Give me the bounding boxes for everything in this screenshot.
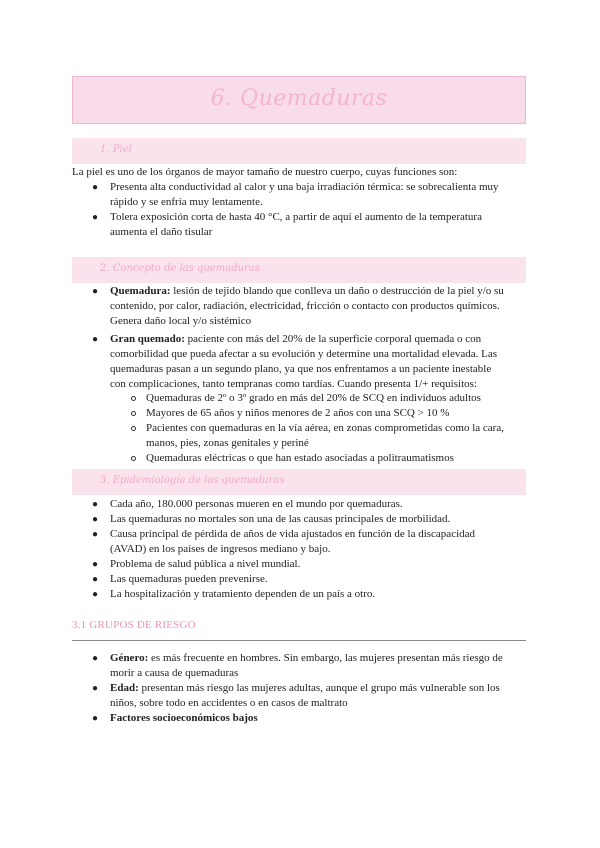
- list-item: Las quemaduras pueden prevenirse.: [110, 573, 268, 585]
- bullet-icon: ●: [92, 529, 99, 540]
- term-factores: Factores socioeconómicos bajos: [110, 712, 258, 724]
- list-item: Cada año, 180.000 personas mueren en el mundo por quemaduras.: [110, 498, 403, 510]
- bullet-icon: ●: [92, 713, 99, 724]
- list-item: Las quemaduras no mortales son una de las causas principales de morbilidad.: [110, 513, 451, 525]
- bullet-icon: ●: [92, 286, 99, 297]
- list-item: Causa principal de pérdida de años de vida ajustados en función de la discapacidad: [110, 528, 476, 540]
- list-item-cont: (AVAD) en los países de ingresos mediano y bajo.: [110, 543, 331, 555]
- subsection-heading: 3.1 GRUPOS DE RIESGO: [72, 619, 196, 631]
- sublist-item: Pacientes con quemaduras en la vía aérea, en zonas comprometidas como la cara,: [146, 422, 504, 434]
- paragraph-intro: La piel es uno de los órganos de mayor tamaño de nuestro cuerpo, cuyas funciones son:: [72, 166, 458, 178]
- sublist-item: Mayores de 65 años y niños menores de 2 años con una SCQ > 10 %: [146, 407, 450, 419]
- list-item: Presenta alta conductividad al calor y una baja irradiación térmica: se sobrecalienta muy: [110, 181, 499, 193]
- bullet-icon: ●: [92, 589, 99, 600]
- circle-bullet-icon: [131, 426, 136, 431]
- circle-bullet-icon: [131, 456, 136, 461]
- list-item-cont: rápido y se enfría muy lentamente.: [110, 196, 263, 208]
- bullet-icon: ●: [92, 574, 99, 585]
- definition-cont: quemaduras pasan a un segundo plano, ya que nos enfrentamos a un paciente inestable: [110, 363, 492, 375]
- bullet-icon: ●: [92, 683, 99, 694]
- definition-quemadura: [110, 284, 504, 299]
- bullet-icon: ●: [92, 182, 99, 193]
- bullet-icon: ●: [92, 499, 99, 510]
- definition-cont: contenido, por calor, radiación, electricidad, fricción o contacto con productos químicos.: [110, 300, 500, 312]
- section-heading-label: 1. Piel: [100, 144, 132, 155]
- term-genero: Género:: [110, 652, 149, 664]
- bullet-icon: ●: [92, 334, 99, 345]
- page-title: 6. Quemaduras: [210, 86, 388, 111]
- definition-text: es más frecuente en hombres. Sin embargo, las mujeres presentan más riesgo de: [148, 652, 503, 664]
- list-item: La hospitalización y tratamiento dependen de un país a otro.: [110, 588, 376, 600]
- list-item-cont: aumenta el daño tisular: [110, 226, 213, 238]
- bullet-icon: ●: [92, 514, 99, 525]
- definition-gran-quemado: [110, 332, 481, 347]
- sublist-item-cont: manos, pies, zonas genitales y periné: [146, 437, 309, 449]
- definition-text: lesión de tejido blando que conlleva un daño o destrucción de la piel y/o su: [170, 285, 504, 297]
- section-heading-label: 2. Concepto de las quemaduras: [100, 263, 260, 274]
- definition-cont: niños, sobre todo en accidentes o en casos de maltrato: [110, 697, 348, 709]
- list-item: Problema de salud pública a nivel mundial.: [110, 558, 301, 570]
- definition-cont: con complicaciones, tanto tempranas como tardías. Cuando presenta 1/+ requisitos:: [110, 378, 477, 390]
- definition-text: presentan más riesgo las mujeres adultas, aunque el grupo más vulnerable son los: [138, 682, 500, 694]
- definition-cont: Genera daño local y/o sistémico: [110, 315, 252, 327]
- definition-cont: morir a causa de quemaduras: [110, 667, 239, 679]
- section-heading-concepto: [72, 257, 526, 283]
- circle-bullet-icon: [131, 396, 136, 401]
- list-item: Tolera exposición corta de hasta 40 °C, a partir de aquí el aumento de la temperatura: [110, 211, 482, 223]
- bullet-icon: ●: [92, 559, 99, 570]
- sublist-item: Quemaduras eléctricas o que han estado asociadas a politraumatismos: [146, 452, 454, 464]
- term-gran-quemado: Gran quemado:: [110, 333, 185, 345]
- term-quemadura: Quemadura:: [110, 285, 171, 297]
- section-heading-epidemiologia: [72, 469, 526, 495]
- definition-text: paciente con más del 20% de la superficie corporal quemada o con: [184, 333, 482, 345]
- title-box: [72, 76, 526, 124]
- circle-bullet-icon: [131, 411, 136, 416]
- bullet-icon: ●: [92, 653, 99, 664]
- section-heading-label: 3. Epidemiología de las quemaduras: [100, 475, 285, 486]
- section-heading-piel: [72, 138, 526, 164]
- term-edad: Edad:: [110, 682, 139, 694]
- risk-factores: [110, 711, 258, 726]
- bullet-icon: ●: [92, 212, 99, 223]
- risk-genero: [110, 651, 503, 666]
- sublist-item: Quemaduras de 2º o 3º grado en más del 20% de SCQ en individuos adultos: [146, 392, 481, 404]
- divider: [72, 640, 526, 641]
- definition-cont: comorbilidad que pueda afectar a su evolución y determine una mortalidad elevada. Las: [110, 348, 497, 360]
- risk-edad: [110, 681, 500, 696]
